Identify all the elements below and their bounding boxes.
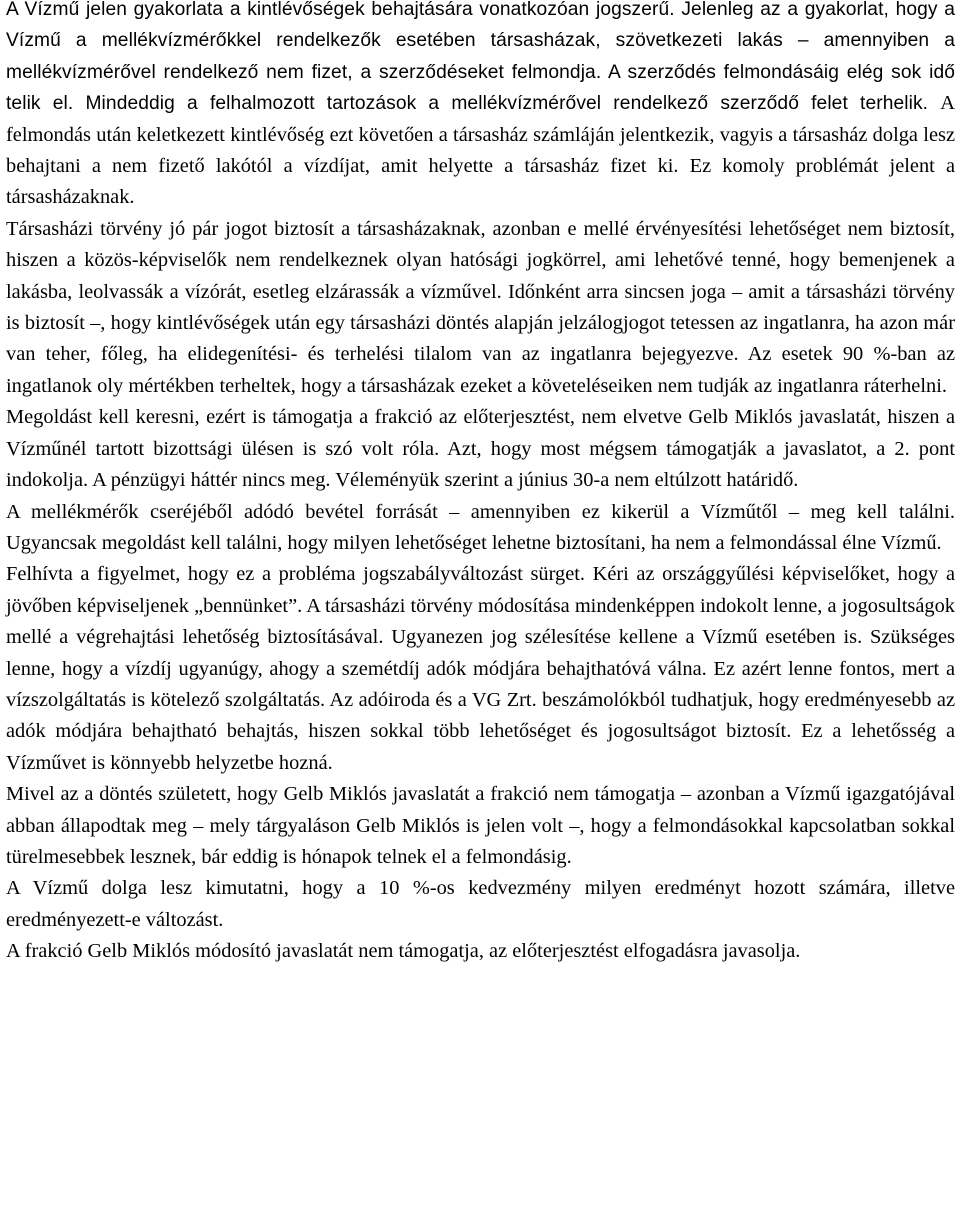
paragraph-8-text: A frakció Gelb Miklós módosító javaslatát nem támogatja, az előterjesztést elfogadásra javasolja. [6,940,801,963]
document-body [6,0,955,968]
paragraph-1-segment-2: A felmondás után keletkezett kintlévőség ezt követően a társasház számláján jelentkezik, vagyis a társasház dolga lesz behajtani a nem fizető lakótól a vízdíjat, amit helyette a társasház fizet ki. Ez komoly problémát jelent a társasházaknak. [6,92,955,209]
paragraph-1 [6,0,955,214]
paragraph-1-segment-1: A Vízmű jelen gyakorlata a kintlévőségek behajtására vonatkozóan jogszerű. Jelenleg az a gyakorlat, hogy a Vízmű a mellékvízmérőkkel rendelkezők esetében társasházak, szövetkezeti lakás – amennyiben a mellékvízmérővel rendelkező nem fizet, a szerződéseket felmondja. A szerződés felmondásáig elég sok idő telik el. Mindeddig a felhalmozott tartozások a mellékvízmérővel rendelkező szerződő felet terhelik. [6,0,955,115]
paragraph-2-text: Társasházi törvény jó pár jogot biztosít a társasházaknak, azonban e mellé érvényesítési lehetőséget nem biztosít, hiszen a közös-képviselők nem rendelkeznek olyan hatósági jogkörrel, ami lehetővé tenné, hogy bemenjenek a lakásba, leolvassák a vízórát, esetleg elzárassák a vízművel. Időnként arra sincsen joga – amit a társasházi törvény is biztosít –, hogy kintlévőségek után egy társasházi döntés alapján jelzálogjogot tetessen az ingatlanra, ha azon már van teher, főleg, ha elidegenítési- és terhelési tilalom van az ingatlanra bejegyezve. Az esetek 90 %-ban az ingatlanok oly mértékben terheltek, hogy a társasházak ezeket a követeléseiken nem tudják az ingatlanra ráterhelni. [6,217,955,397]
paragraph-4 [6,497,955,560]
paragraph-7 [6,873,955,936]
paragraph-6 [6,779,955,873]
paragraph-3-text: Megoldást kell keresni, ezért is támogatja a frakció az előterjesztést, nem elvetve Gelb Miklós javaslatát, hiszen a Vízműnél tartott bizottsági ülésen is szó volt róla. Azt, hogy most mégsem támogatják a javaslatot, a 2. pont indokolja. A pénzügyi háttér nincs meg. Véleményük szerint a június 30-a nem eltúlzott határidő. [6,406,955,492]
paragraph-2 [6,214,955,402]
paragraph-6-text: Mivel az a döntés született, hogy Gelb Miklós javaslatát a frakció nem támogatja – azonban a Vízmű igazgatójával abban állapodtak meg – mely tárgyaláson Gelb Miklós is jelen volt –, hogy a felmondásokkal kapcsolatban sokkal türelmesebbek lesznek, bár eddig is hónapok telnek el a felmondásig. [6,783,955,868]
paragraph-4-text: A mellékmérők cseréjéből adódó bevétel forrását – amennyiben ez kikerül a Vízműtől – meg kell találni. Ugyancsak megoldást kell találni, hogy milyen lehetőséget lehetne biztosítani, ha nem a felmondással élne Vízmű. [6,500,955,554]
paragraph-3 [6,402,955,496]
paragraph-5-text: Felhívta a figyelmet, hogy ez a probléma jogszabályváltozást sürget. Kéri az országgyűlési képviselőket, hogy a jövőben képviseljenek „bennünket”. A társasházi törvény módosítása mindenképpen indokolt lenne, a jogosultságok mellé a végrehajtási lehetőség biztosításával. Ugyanezen jog szélesítése kellene a Vízmű esetében is. Szükséges lenne, hogy a vízdíj ugyanúgy, ahogy a szemétdíj adók módjára behajthatóvá válna. Ez azért lenne fontos, mert a vízszolgáltatás is kötelező szolgáltatás. Az adóiroda és a VG Zrt. beszámolókból tudhatjuk, hogy eredményesebb az adók módjára behajtható behajtás, hiszen sokkal több lehetőséget és jogosultságot biztosít. Ez a lehetősség a Vízművet is könnyebb helyzetbe hozná. [6,563,955,774]
paragraph-8 [6,936,955,967]
paragraph-5 [6,559,955,779]
paragraph-7-text: A Vízmű dolga lesz kimutatni, hogy a 10 %-os kedvezmény milyen eredményt hozott számára, illetve eredményezett-e változást. [6,877,955,931]
